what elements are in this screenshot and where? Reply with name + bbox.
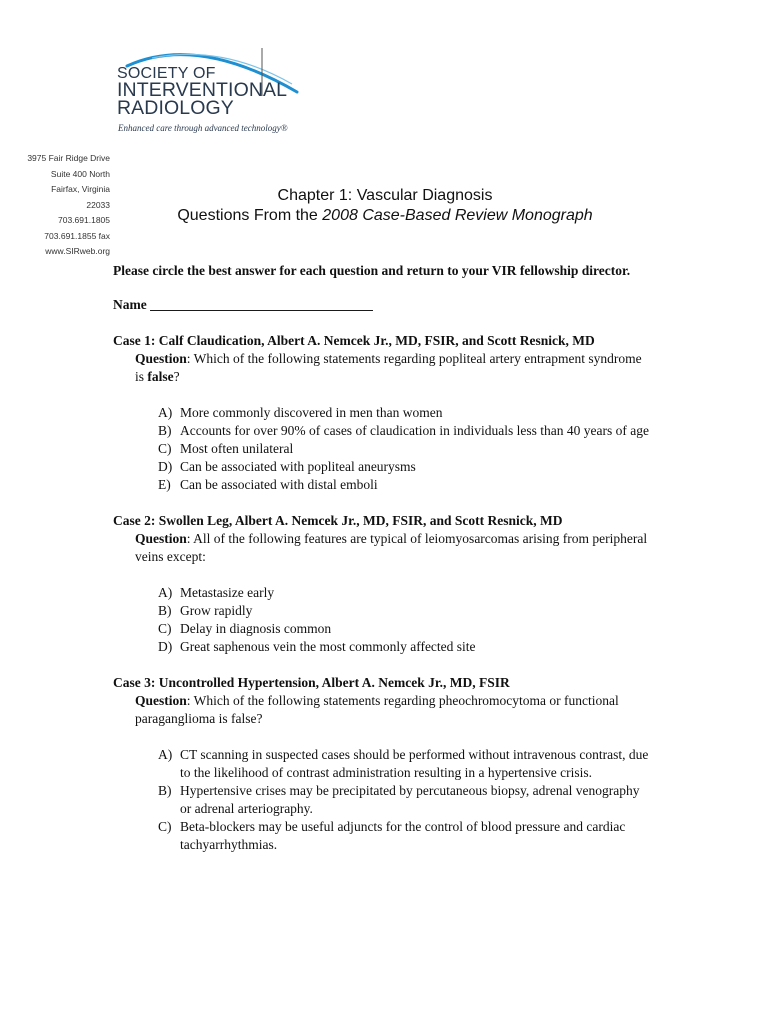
answer-option[interactable]	[158, 458, 653, 476]
option-text: Can be associated with popliteal aneurysms	[180, 459, 416, 474]
sir-logo	[112, 44, 312, 136]
address-line: Suite 400 North	[50, 168, 110, 179]
address-block	[27, 151, 110, 260]
question-body: : Which of the following statements regarding pheochromocytoma or functional paraganglioma is false?	[135, 693, 619, 726]
answer-option[interactable]	[158, 476, 653, 494]
answer-option[interactable]	[158, 404, 653, 422]
case-3	[113, 674, 653, 854]
answer-option[interactable]	[158, 638, 653, 656]
option-letter: A)	[158, 585, 173, 600]
answer-option[interactable]	[158, 584, 653, 602]
question-text	[135, 692, 653, 728]
title-prefix: Questions From the	[177, 207, 323, 224]
question-label: Question	[135, 531, 187, 546]
case-1	[113, 332, 653, 494]
answer-option[interactable]	[158, 620, 653, 638]
option-text: CT scanning in suspected cases should be performed without intravenous contrast, due to the likelihood of contrast administration resulting in a hypertensive crisis.	[180, 747, 649, 780]
address-line: 22033	[86, 199, 110, 210]
option-text: Grow rapidly	[180, 603, 253, 618]
name-field: Name _________________________________	[113, 297, 373, 312]
answer-option[interactable]	[158, 602, 653, 620]
option-text: Metastasize early	[180, 585, 275, 600]
option-text: Can be associated with distal emboli	[180, 477, 378, 492]
address-line: 3975 Fair Ridge Drive	[27, 153, 110, 163]
option-text: Most often unilateral	[180, 441, 294, 456]
answer-options	[158, 746, 653, 854]
option-letter: A)	[158, 405, 173, 420]
option-letter: C)	[158, 819, 172, 834]
question-label: Question	[135, 693, 187, 708]
option-letter: D)	[158, 459, 173, 474]
logo-line-3: RADIOLOGY	[117, 97, 234, 119]
question-body: : Which of the following statements regarding popliteal artery entrapment syndrome is	[135, 351, 642, 384]
option-text: More commonly discovered in men than women	[180, 405, 443, 420]
case-2	[113, 512, 653, 656]
title-line-1: Chapter 1: Vascular Diagnosis	[277, 187, 493, 204]
option-letter: B)	[158, 783, 172, 798]
answer-option[interactable]	[158, 818, 653, 854]
option-letter: B)	[158, 603, 172, 618]
answer-options	[158, 584, 653, 656]
question-body: : All of the following features are typical of leiomyosarcomas arising from peripheral veins except:	[135, 531, 648, 564]
question-emphasis: false	[147, 369, 174, 384]
case-heading: Case 1: Calf Claudication, Albert A. Nemcek Jr., MD, FSIR, and Scott Resnick, MD	[113, 333, 595, 348]
case-heading: Case 3: Uncontrolled Hypertension, Albert A. Nemcek Jr., MD, FSIR	[113, 675, 510, 690]
option-text: Accounts for over 90% of cases of claudication in individuals less than 40 years of age	[180, 423, 649, 438]
option-letter: C)	[158, 441, 172, 456]
answer-option[interactable]	[158, 422, 653, 440]
option-letter: E)	[158, 477, 171, 492]
logo-line-2: INTERVENTIONAL	[117, 79, 288, 101]
question-end: ?	[173, 369, 180, 384]
address-line: 703.691.1855 fax	[44, 230, 110, 241]
option-letter: A)	[158, 747, 173, 762]
option-text: Delay in diagnosis common	[180, 621, 332, 636]
title-italic: 2008 Case-Based Review Monograph	[322, 207, 593, 224]
logo-tagline: Enhanced care through advanced technology®	[118, 123, 288, 133]
address-line: Fairfax, Virginia	[51, 184, 110, 194]
option-text: Great saphenous vein the most commonly affected site	[180, 639, 476, 654]
case-heading: Case 2: Swollen Leg, Albert A. Nemcek Jr., MD, FSIR, and Scott Resnick, MD	[113, 513, 563, 528]
answer-option[interactable]	[158, 782, 653, 818]
instructions: Please circle the best answer for each question and return to your VIR fellowship director.	[113, 263, 631, 278]
answer-options	[158, 404, 653, 494]
address-line[interactable]: www.SIRweb.org	[45, 246, 110, 256]
title-line-2	[110, 206, 660, 226]
option-text: Hypertensive crises may be precipitated by percutaneous biopsy, adrenal venography or adrenal arteriography.	[180, 783, 640, 816]
question-label: Question	[135, 351, 187, 366]
questionnaire	[113, 262, 653, 854]
option-text: Beta-blockers may be useful adjuncts for the control of blood pressure and cardiac tachyarrhythmias.	[180, 819, 626, 852]
page-title	[110, 186, 660, 226]
question-text	[135, 530, 653, 566]
option-letter: B)	[158, 423, 172, 438]
answer-option[interactable]	[158, 746, 653, 782]
option-letter: D)	[158, 639, 173, 654]
question-text	[135, 350, 653, 386]
logo-line-1: SOCIETY OF	[117, 65, 216, 82]
option-letter: C)	[158, 621, 172, 636]
answer-option[interactable]	[158, 440, 653, 458]
address-line: 703.691.1805	[58, 215, 110, 225]
